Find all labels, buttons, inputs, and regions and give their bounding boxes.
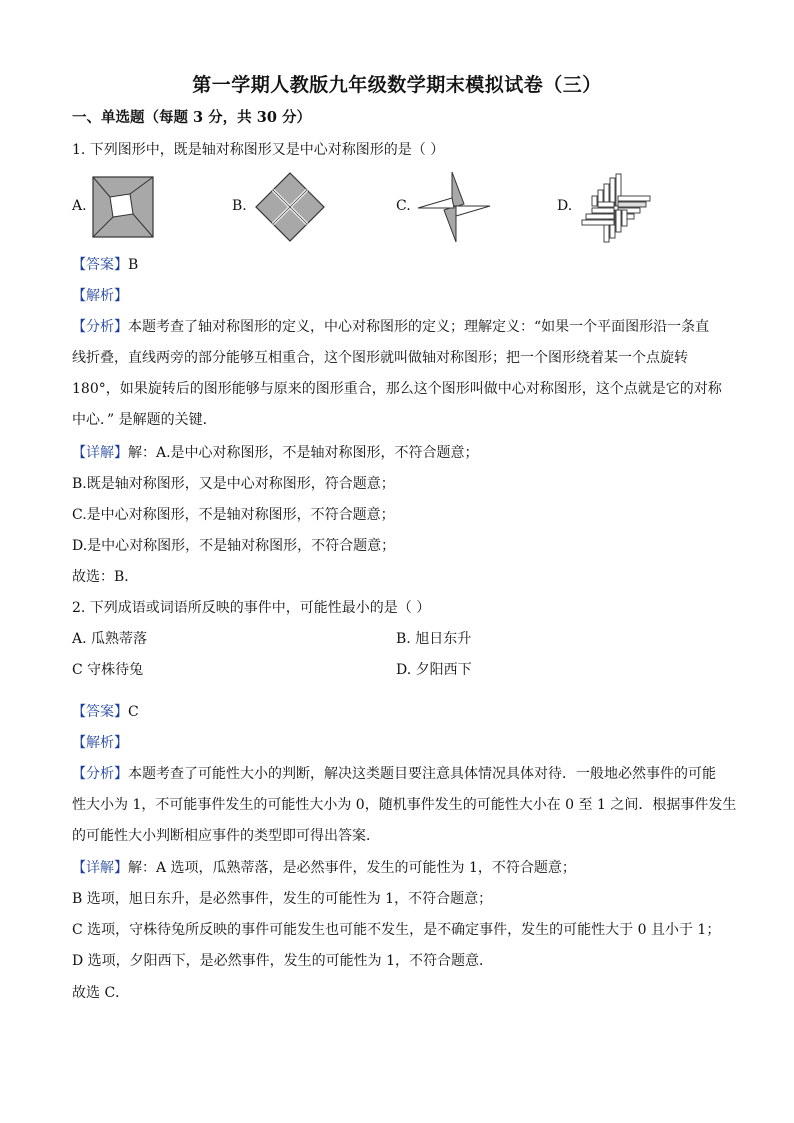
q1-conclusion: 故选：B． (72, 569, 139, 585)
xiangjie-text: 解：A 选项，瓜熟蒂落，是必然事件，发生的可能性为 1，不符合题意； (128, 860, 576, 876)
q1-option-d-label: D. (557, 198, 573, 214)
q2-fenxi-line-2: 性大小为 1，不可能事件发生的可能性大小为 0，随机事件发生的可能性大小在 0 至 1 之间．根据事件发生 (72, 797, 737, 813)
fenxi-tag: 【分析】 (72, 319, 128, 335)
xiangjie-tag: 【详解】 (72, 860, 128, 876)
q1-fenxi-line-1 (72, 317, 732, 337)
xiangjie-tag: 【详解】 (72, 445, 128, 461)
q2-xiangjie-line-1 (72, 858, 732, 878)
q2-conclusion: 故选 C． (72, 985, 130, 1001)
q1-fenxi-line-2: 线折叠，直线两旁的部分能够互相重合，这个图形就叫做轴对称图形；把一个图形绕着某一个点旋转 (72, 350, 688, 366)
xiangjie-text: 解：A.是中心对称图形，不是轴对称图形，不符合题意； (128, 445, 479, 461)
section-heading: 一、单选题（每题 3 分，共 30 分） (72, 109, 311, 126)
q1-figure-a (92, 176, 154, 238)
fenxi-text: 本题考查了轴对称图形的定义，中心对称图形的定义；理解定义：“如果一个平面图形沿一条直 (128, 319, 710, 335)
q1-xiangjie-line-1 (72, 443, 732, 463)
answer-value: C (128, 704, 139, 720)
q1-figure-c (416, 170, 492, 244)
answer-value: B (128, 257, 139, 273)
q2-answer (72, 702, 732, 722)
fenxi-tag: 【分析】 (72, 766, 128, 782)
q1-stem: 1. 下列图形中，既是轴对称图形又是中心对称图形的是（ ） (72, 142, 445, 158)
q1-xiangjie-line-2: B.既是轴对称图形，又是中心对称图形，符合题意； (72, 476, 395, 492)
q2-xiangjie-line-2: B 选项，旭日东升，是必然事件，发生的可能性为 1，不符合题意； (72, 891, 493, 907)
q1-figure-d (580, 172, 652, 244)
q2-xiangjie-line-4: D 选项，夕阳西下，是必然事件，发生的可能性为 1，不符合题意． (72, 953, 494, 969)
q2-option-d: D. 夕阳西下 (396, 662, 472, 678)
q1-xiangjie-line-4: D.是中心对称图形，不是轴对称图形，不符合题意； (72, 538, 396, 554)
q2-option-a: A. 瓜熟蒂落 (72, 631, 148, 647)
page-title: 第一学期人教版九年级数学期末模拟试卷（三） (192, 74, 602, 96)
answer-tag: 【答案】 (72, 704, 128, 720)
fenxi-text: 本题考查了可能性大小的判断，解决这类题目要注意具体情况具体对待．一般地必然事件的可能 (128, 766, 716, 782)
q2-fenxi-line-1 (72, 764, 732, 784)
q2-option-b: B. 旭日东升 (396, 631, 472, 647)
q1-analysis-tag: 【解析】 (72, 288, 128, 304)
q2-option-c: C 守株待兔 (72, 662, 144, 678)
q1-fenxi-line-4: 中心．” 是解题的关键． (72, 412, 217, 428)
q1-fenxi-line-3: 180°，如果旋转后的图形能够与原来的图形重合，那么这个图形叫做中心对称图形，这个点就是它的对称 (72, 381, 722, 397)
q2-xiangjie-line-3: C 选项，守株待兔所反映的事件可能发生也可能不发生，是不确定事件，发生的可能性大于 0 且小于 1； (72, 922, 721, 938)
q2-fenxi-line-3: 的可能性大小判断相应事件的类型即可得出答案． (72, 828, 380, 844)
q1-option-b-label: B. (232, 198, 247, 214)
q1-xiangjie-line-3: C.是中心对称图形，不是轴对称图形，不符合题意； (72, 507, 395, 523)
q1-option-a-label: A. (72, 198, 87, 214)
answer-tag: 【答案】 (72, 257, 128, 273)
q2-analysis-tag: 【解析】 (72, 735, 128, 751)
q2-stem: 2. 下列成语或词语所反映的事件中，可能性最小的是（ ） (72, 600, 431, 616)
q1-figure-b (254, 171, 326, 243)
q1-option-c-label: C. (396, 198, 411, 214)
q1-answer (72, 255, 732, 275)
